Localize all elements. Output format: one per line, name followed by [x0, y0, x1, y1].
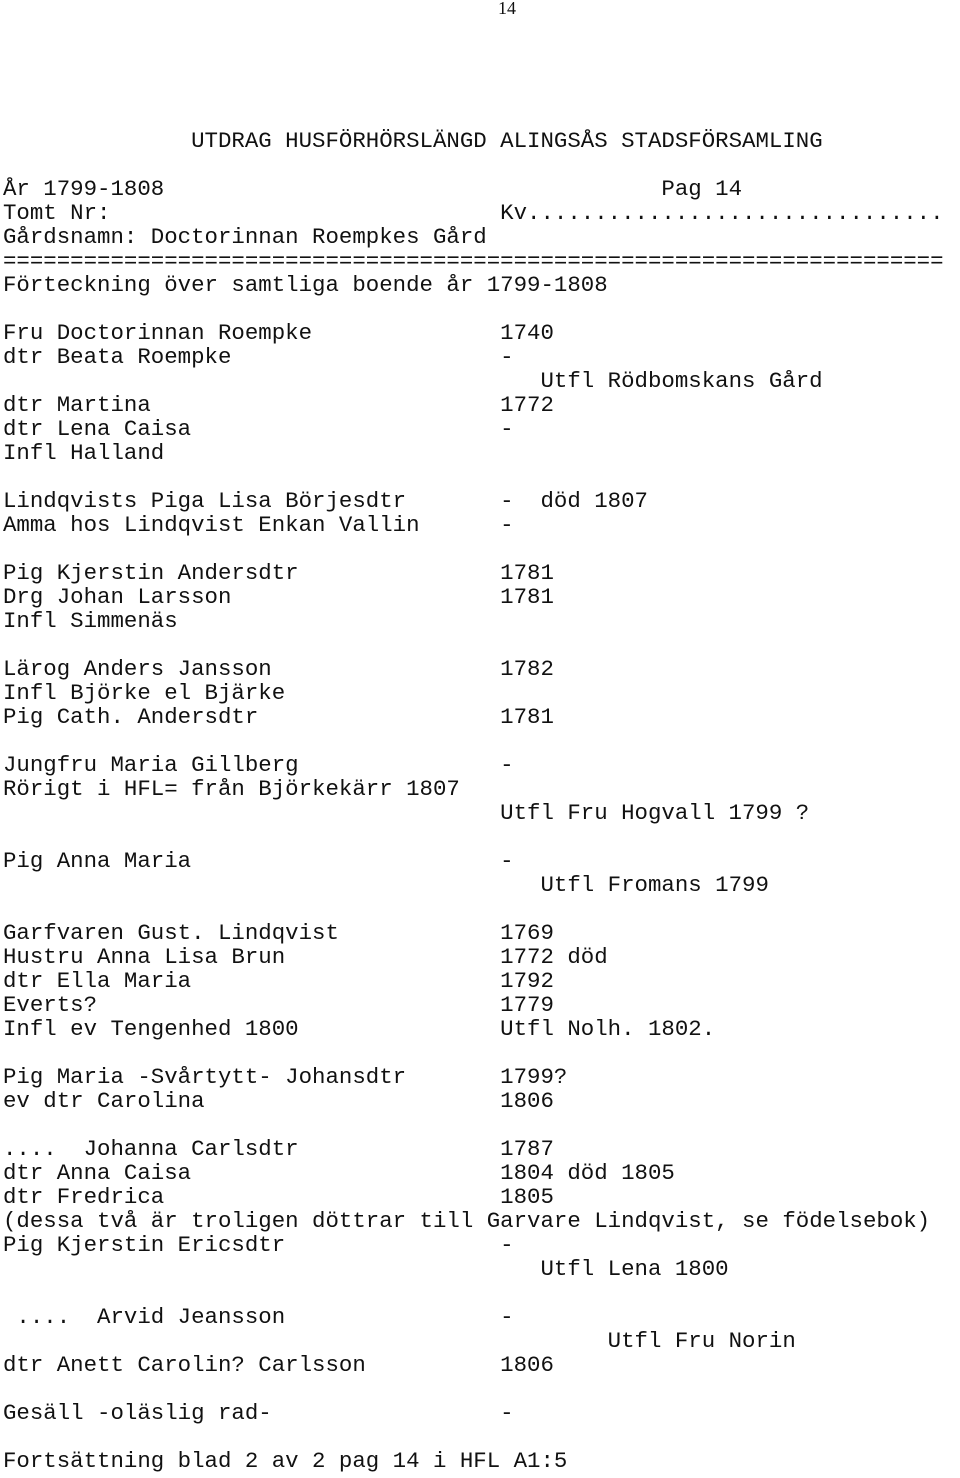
entry-name: Pig Maria -Svårtytt- Johansdtr: [3, 1064, 407, 1090]
farm-name: Gårdsnamn: Doctorinnan Roempkes Gård: [3, 224, 487, 250]
entry-comment-row: [3, 1209, 960, 1233]
entry-year: -: [500, 416, 514, 442]
entry-note: Utfl Fromans 1799: [540, 872, 769, 898]
entry-name: Infl ev Tengenhed 1800: [3, 1016, 299, 1042]
entry-row: [3, 609, 960, 633]
entry-name: dtr Fredrica: [3, 1184, 165, 1210]
entry-row: [3, 1017, 960, 1041]
entry-prefix: ....: [3, 1136, 57, 1162]
blank-line: [3, 1041, 960, 1065]
entry-name: Everts?: [3, 992, 98, 1018]
list-title: Förteckning över samtliga boende år 1799-1808: [3, 272, 608, 298]
entry-year: -: [500, 488, 514, 514]
entry-name: Pig Anna Maria: [3, 848, 192, 874]
entry-row: [3, 681, 960, 705]
entry-name: Arvid Jeansson: [97, 1304, 286, 1330]
entry-name: Johanna Carlsdtr: [83, 1136, 299, 1162]
entry-year: 1792: [500, 968, 554, 994]
entry-row: [3, 417, 960, 441]
entry-name: Hustru Anna Lisa Brun: [3, 944, 286, 970]
continuation-note: Fortsättning blad 2 av 2 pag 14 i HFL A1:5: [3, 1448, 568, 1474]
entry-row: [3, 441, 960, 465]
entry-name: Rörigt i HFL= från Björkekärr 1807: [3, 776, 460, 802]
entry-row: [3, 393, 960, 417]
entry-year: 1769: [500, 920, 554, 946]
page-number: 14: [498, 0, 516, 18]
blank-line: [3, 1281, 960, 1305]
entry-row: [3, 753, 960, 777]
entry-year: 1740: [500, 320, 554, 346]
blank-line: [3, 825, 960, 849]
entry-year: 1781: [500, 560, 554, 586]
blank-line: [3, 729, 960, 753]
blank-line: [3, 1377, 960, 1401]
entry-note: död 1807: [540, 488, 648, 514]
header-year-row: [3, 177, 960, 201]
header-lot-row: [3, 201, 960, 225]
blank-line: [3, 897, 960, 921]
entry-year: -: [500, 512, 514, 538]
entry-year: 1782: [500, 656, 554, 682]
entry-name: dtr Ella Maria: [3, 968, 192, 994]
entry-prefix: ....: [16, 1304, 71, 1330]
entry-row: [3, 1401, 960, 1425]
entry-row: [3, 705, 960, 729]
entry-row: [3, 921, 960, 945]
entry-note-row: [3, 801, 960, 825]
entry-name: Drg Johan Larsson: [3, 584, 232, 610]
entry-name: Garfvaren Gust. Lindqvist: [3, 920, 339, 946]
entry-note-row: [3, 1329, 960, 1353]
entry-name: Pig Kjerstin Ericsdtr: [3, 1232, 286, 1258]
entry-year: -: [500, 752, 514, 778]
entry-name: ev dtr Carolina: [3, 1088, 205, 1114]
entry-year: 1804 död 1805: [500, 1160, 675, 1186]
entry-name: dtr Anett Carolin? Carlsson: [3, 1352, 366, 1378]
entry-year: 1787: [500, 1136, 554, 1162]
blank-line: [3, 465, 960, 489]
year-range: År 1799-1808: [3, 176, 165, 202]
document-title: UTDRAG HUSFÖRHÖRSLÄNGD ALINGSÅS STADSFÖRSAMLING: [191, 128, 823, 154]
entry-year: 1806: [500, 1088, 554, 1114]
entry-row: [3, 777, 960, 801]
entry-note: Utfl Rödbomskans Gård: [540, 368, 823, 394]
entry-note-row: [3, 1257, 960, 1281]
entry-year: 1781: [500, 704, 554, 730]
entry-year: -: [500, 1232, 514, 1258]
entry-name: Pig Cath. Andersdtr: [3, 704, 259, 730]
title-row: [3, 129, 960, 153]
entry-note-row: [3, 873, 960, 897]
entry-name: dtr Anna Caisa: [3, 1160, 192, 1186]
entry-year: -: [500, 1304, 514, 1330]
entry-name: Lindqvists Piga Lisa Börjesdtr: [3, 488, 407, 514]
entry-year: 1781: [500, 584, 554, 610]
entry-row: [3, 1161, 960, 1185]
blank-line: [3, 153, 960, 177]
entry-note: Utfl Lena 1800: [540, 1256, 729, 1282]
blank-line: [3, 1425, 960, 1449]
entry-year: -: [500, 848, 514, 874]
entry-name: dtr Lena Caisa: [3, 416, 192, 442]
separator-rule: ======================================================================: [3, 248, 944, 274]
entry-name: Gesäll -oläslig rad-: [3, 1400, 272, 1426]
entry-row: [3, 585, 960, 609]
entry-name: Infl Björke el Bjärke: [3, 680, 286, 706]
entry-year: -: [500, 1400, 514, 1426]
entry-row: [3, 1305, 960, 1329]
entry-name: Pig Kjerstin Andersdtr: [3, 560, 299, 586]
entry-row: [3, 969, 960, 993]
list-title-row: [3, 273, 960, 297]
entry-name: Fru Doctorinnan Roempke: [3, 320, 313, 346]
entry-row: [3, 849, 960, 873]
entry-year: 1805: [500, 1184, 554, 1210]
entry-comment: (dessa två är troligen döttrar till Garvare Lindqvist, se födelsebok): [3, 1208, 931, 1234]
entry-row: [3, 1233, 960, 1257]
entry-note: Utfl Fru Norin: [607, 1328, 796, 1354]
entry-row: [3, 489, 960, 513]
entry-note: Utfl Nolh. 1802.: [500, 1016, 716, 1042]
header-rule-row: [3, 249, 960, 273]
page-reference: Pag 14: [661, 176, 743, 202]
blank-line: [3, 1113, 960, 1137]
header-farm-row: [3, 225, 960, 249]
entry-row: [3, 1089, 960, 1113]
entry-row: [3, 945, 960, 969]
block-label: Kv...............................: [500, 200, 944, 226]
blank-line: [3, 537, 960, 561]
entry-note: Utfl Fru Hogvall 1799 ?: [500, 800, 810, 826]
blank-line: [3, 633, 960, 657]
entry-row: [3, 993, 960, 1017]
entry-row: [3, 1065, 960, 1089]
entry-name: Lärog Anders Jansson: [3, 656, 272, 682]
entry-name: Jungfru Maria Gillberg: [3, 752, 299, 778]
entry-row: [3, 321, 960, 345]
entry-row: [3, 1353, 960, 1377]
entry-row: [3, 657, 960, 681]
entry-name: dtr Martina: [3, 392, 151, 418]
entry-name: dtr Beata Roempke: [3, 344, 232, 370]
entry-name: Infl Halland: [3, 440, 165, 466]
transcript-sheet: [3, 129, 960, 1473]
entry-row: [3, 561, 960, 585]
entry-year: 1772 död: [500, 944, 608, 970]
entry-row: [3, 345, 960, 369]
entry-year: 1779: [500, 992, 554, 1018]
lot-label: Tomt Nr:: [3, 200, 111, 226]
entry-note-row: [3, 369, 960, 393]
footer-row: [3, 1449, 960, 1473]
blank-line: [3, 297, 960, 321]
entry-name: Infl Simmenäs: [3, 608, 178, 634]
entry-year: 1806: [500, 1352, 554, 1378]
entry-year: 1772: [500, 392, 554, 418]
entry-row: [3, 1185, 960, 1209]
entry-row: [3, 1137, 960, 1161]
entry-name: Amma hos Lindqvist Enkan Vallin: [3, 512, 420, 538]
entry-year: 1799?: [500, 1064, 568, 1090]
entry-year: -: [500, 344, 514, 370]
entry-row: [3, 513, 960, 537]
